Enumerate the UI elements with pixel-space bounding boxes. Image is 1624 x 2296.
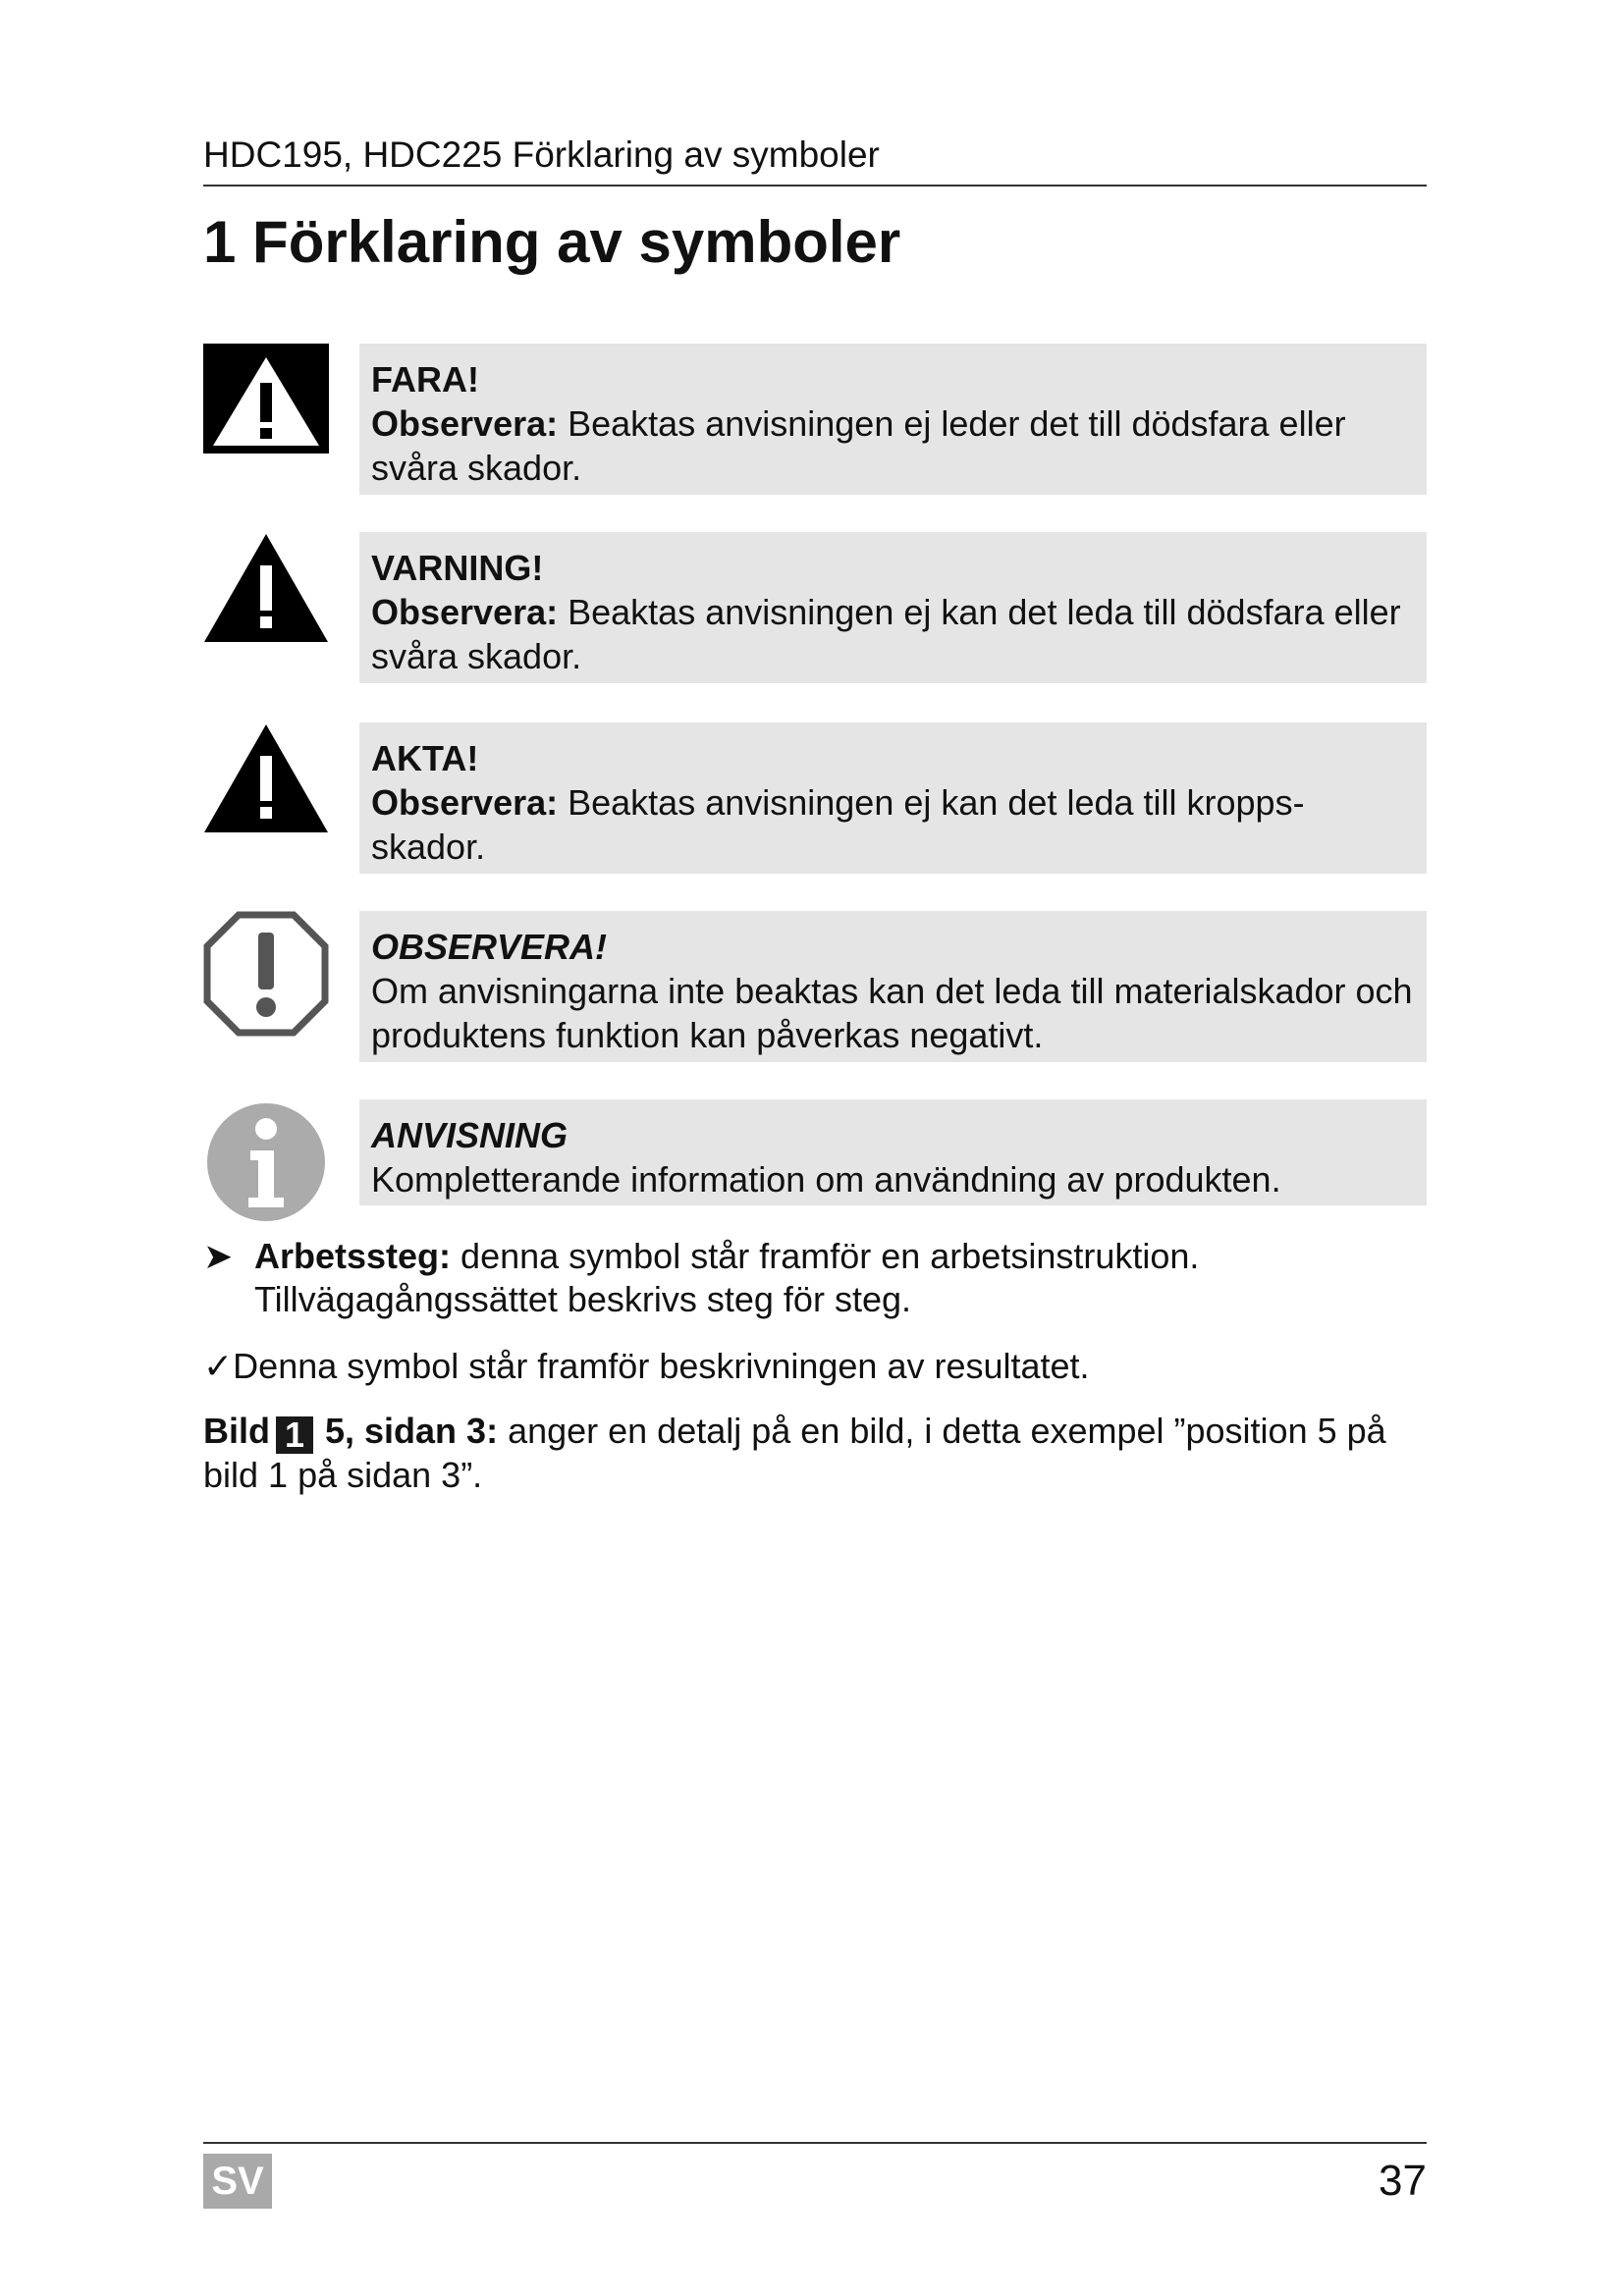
figure-position: 5, sidan 3:: [325, 1411, 499, 1451]
footer-divider: [203, 2142, 1427, 2144]
figure-label: Bild: [203, 1411, 270, 1451]
result-explanation: [203, 1345, 1427, 1388]
notice-lead: Observera:: [371, 403, 559, 444]
danger-icon: [203, 344, 329, 469]
step-description: denna symbol står framför en arbetsinstruktion. Tillvägagångssättet beskrivs steg för steg.: [254, 1236, 1200, 1319]
notice-body: [371, 401, 1415, 490]
notice-lead: Observera:: [371, 592, 559, 632]
figure-reference-explanation: [203, 1410, 1427, 1497]
notice-heading: ANVISNING: [371, 1115, 568, 1155]
check-icon: ✓: [203, 1346, 234, 1386]
notice-caution-box: [359, 722, 1427, 874]
notice-text: Om anvisningarna inte beaktas kan det leda till materialskador och produktens funktion kan påverkas negativt.: [371, 971, 1413, 1055]
notice-warning-box: [359, 532, 1427, 683]
notice-danger-box: [359, 344, 1427, 495]
language-badge: SV: [203, 2154, 272, 2209]
notice-lead: Observera:: [371, 782, 559, 823]
notice-heading: VARNING!: [371, 548, 544, 588]
notice-heading: AKTA!: [371, 738, 479, 778]
notice-body: [371, 590, 1415, 678]
notice-heading: OBSERVERA!: [371, 927, 608, 967]
caution-icon: [203, 722, 329, 848]
figure-number-badge: 1: [276, 1416, 313, 1454]
notice-text: Kompletterande information om användning av produkten.: [371, 1159, 1281, 1200]
figure-reference-text: anger en detalj på en bild, i detta exempel ”position 5 på bild 1 på sidan 3”.: [203, 1411, 1386, 1495]
notice-heading: FARA!: [371, 359, 479, 400]
arrow-icon: ➤: [203, 1236, 234, 1276]
work-step-explanation: [203, 1235, 1427, 1321]
page-number: 37: [1379, 2157, 1427, 2205]
notice-icon: [203, 911, 329, 1037]
warning-icon: [203, 532, 329, 658]
step-label: Arbetssteg:: [254, 1236, 452, 1276]
info-icon: [203, 1099, 329, 1225]
notice-text: Beaktas anvisningen ej leder det till dödsfara eller svåra skador.: [371, 403, 1346, 488]
chapter-title: 1 Förklaring av symboler: [203, 209, 901, 275]
notice-body: [371, 780, 1415, 869]
running-header: HDC195, HDC225 Förklaring av symboler: [203, 133, 1427, 187]
result-text: Denna symbol står framför beskrivningen av resultatet.: [233, 1346, 1090, 1386]
notice-observe-box: [359, 911, 1427, 1062]
notice-info-box: [359, 1099, 1427, 1205]
notice-text: Beaktas anvisningen ej kan det leda till kropps-skador.: [371, 782, 1305, 867]
notice-text: Beaktas anvisningen ej kan det leda till dödsfara eller svåra skador.: [371, 592, 1401, 676]
step-text: [254, 1235, 1427, 1321]
